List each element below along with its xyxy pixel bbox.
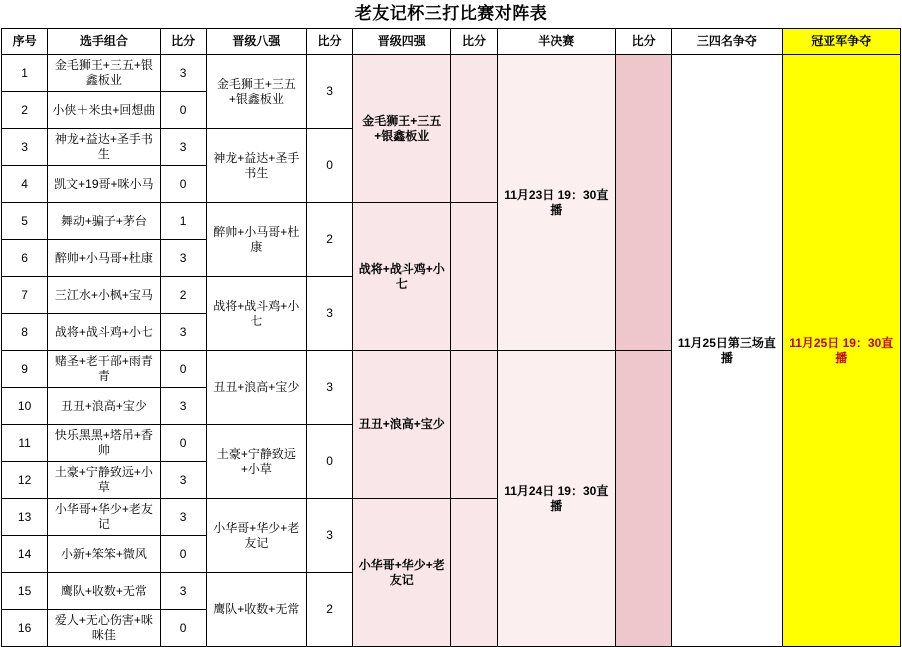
round8-team: 鹰队+收数+无常 (206, 573, 306, 647)
header-score2: 比分 (306, 29, 352, 55)
table-header-row (2, 29, 901, 55)
team-score: 2 (160, 277, 206, 314)
row-index: 5 (2, 203, 48, 240)
row-index: 15 (2, 573, 48, 610)
round8-team: 战将+战斗鸡+小七 (206, 277, 306, 351)
row-index: 3 (2, 129, 48, 166)
team-score: 3 (160, 129, 206, 166)
team-name: 爱人+无心伤害+咪咪佳 (48, 610, 160, 647)
round8-score: 2 (306, 203, 352, 277)
header-score1: 比分 (160, 29, 206, 55)
round4-team: 丑丑+浪高+宝少 (353, 351, 451, 499)
round8-team: 土豪+宁静致远+小草 (206, 425, 306, 499)
round8-team: 小华哥+华少+老友记 (206, 499, 306, 573)
row-index: 1 (2, 55, 48, 92)
round4-team: 战将+战斗鸡+小七 (353, 203, 451, 351)
third-place-info: 11月25日第三场直播 (672, 55, 782, 647)
round8-score: 2 (306, 573, 352, 647)
semifinal-score (615, 351, 671, 647)
header-score4: 比分 (615, 29, 671, 55)
row-index: 12 (2, 462, 48, 499)
row-index: 6 (2, 240, 48, 277)
round4-score (451, 499, 497, 647)
round4-score (451, 203, 497, 351)
team-name: 赌圣+老干部+雨青青 (48, 351, 160, 388)
row-index: 16 (2, 610, 48, 647)
team-score: 3 (160, 388, 206, 425)
round4-team: 金毛狮王+三五+银鑫板业 (353, 55, 451, 203)
row-index: 4 (2, 166, 48, 203)
header-round8: 晋级八强 (206, 29, 306, 55)
row-index: 7 (2, 277, 48, 314)
row-index: 9 (2, 351, 48, 388)
team-name: 快乐黑黑+塔吊+香帅 (48, 425, 160, 462)
round8-team: 金毛狮王+三五+银鑫板业 (206, 55, 306, 129)
team-score: 3 (160, 314, 206, 351)
team-score: 0 (160, 92, 206, 129)
round4-score (451, 351, 497, 499)
semifinal-info: 11月23日 19：30直播 (497, 55, 615, 351)
team-name: 战将+战斗鸡+小七 (48, 314, 160, 351)
team-name: 金毛狮王+三五+银鑫板业 (48, 55, 160, 92)
header-final: 冠亚军争夺 (782, 29, 900, 55)
round8-score: 3 (306, 55, 352, 129)
round8-team: 丑丑+浪高+宝少 (206, 351, 306, 425)
table-row (2, 55, 901, 92)
row-index: 11 (2, 425, 48, 462)
team-name: 三江水+小枫+宝马 (48, 277, 160, 314)
round8-team: 醉帅+小马哥+杜康 (206, 203, 306, 277)
header-third-place: 三四名争夺 (672, 29, 782, 55)
team-name: 舞动+骗子+茅台 (48, 203, 160, 240)
round4-team: 小华哥+华少+老友记 (353, 499, 451, 647)
team-score: 1 (160, 203, 206, 240)
row-index: 14 (2, 536, 48, 573)
row-index: 2 (2, 92, 48, 129)
team-name: 土豪+宁静致远+小草 (48, 462, 160, 499)
team-score: 3 (160, 499, 206, 536)
team-score: 0 (160, 351, 206, 388)
team-name: 鹰队+收数+无常 (48, 573, 160, 610)
round8-score: 3 (306, 499, 352, 573)
semifinal-info: 11月24日 19：30直播 (497, 351, 615, 647)
team-score: 3 (160, 240, 206, 277)
round8-score: 0 (306, 425, 352, 499)
round8-team: 神龙+益达+圣手书生 (206, 129, 306, 203)
bracket-table (1, 28, 901, 647)
row-index: 13 (2, 499, 48, 536)
header-round4: 晋级四强 (353, 29, 451, 55)
team-name: 小新+笨笨+微风 (48, 536, 160, 573)
team-name: 凯文+19哥+咪小马 (48, 166, 160, 203)
team-name: 小华哥+华少+老友记 (48, 499, 160, 536)
header-team: 选手组合 (48, 29, 160, 55)
header-score3: 比分 (451, 29, 497, 55)
team-name: 丑丑+浪高+宝少 (48, 388, 160, 425)
round8-score: 3 (306, 277, 352, 351)
team-name: 醉帅+小马哥+杜康 (48, 240, 160, 277)
row-index: 10 (2, 388, 48, 425)
team-score: 0 (160, 425, 206, 462)
header-index: 序号 (2, 29, 48, 55)
team-score: 0 (160, 166, 206, 203)
round8-score: 3 (306, 351, 352, 425)
round4-score (451, 55, 497, 203)
header-semifinal: 半决赛 (497, 29, 615, 55)
team-name: 神龙+益达+圣手书生 (48, 129, 160, 166)
final-info: 11月25日 19：30直播 (782, 55, 900, 647)
team-score: 3 (160, 55, 206, 92)
semifinal-score (615, 55, 671, 351)
team-name: 小侠＋米虫+回想曲 (48, 92, 160, 129)
team-score: 0 (160, 610, 206, 647)
team-score: 3 (160, 462, 206, 499)
team-score: 0 (160, 536, 206, 573)
page-title: 老友记杯三打比赛对阵表 (354, 4, 548, 23)
team-score: 3 (160, 573, 206, 610)
row-index: 8 (2, 314, 48, 351)
round8-score: 0 (306, 129, 352, 203)
